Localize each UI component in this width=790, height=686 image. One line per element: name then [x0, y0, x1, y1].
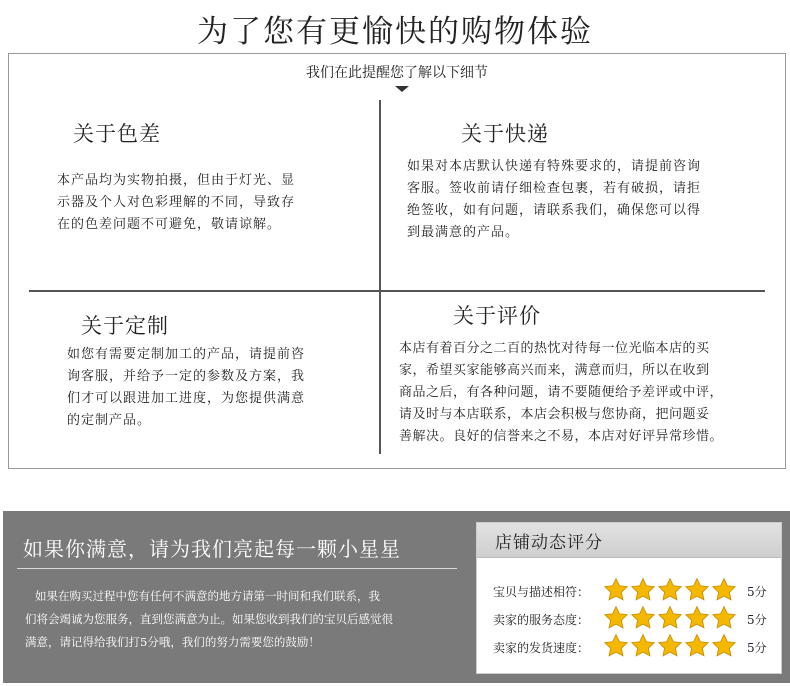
rating-label: 卖家的发货速度：: [493, 641, 590, 655]
text-line: 如果在购买过程中您有任何不满意的地方请第一时间和我们联系，我: [35, 589, 380, 603]
shop-rating-panel: [476, 522, 782, 674]
text-line: 商品之后，有各种问题，请不要随便给予差评或中评，: [399, 385, 724, 400]
rating-score: 5分: [747, 613, 767, 627]
text-line: 善解决。良好的信誉来之不易，本店对好评异常珍惜。: [399, 429, 724, 444]
notice-subtitle: 我们在此提醒您了解以下细节: [306, 65, 488, 81]
slogan-divider: [17, 568, 457, 569]
star-icon: [603, 605, 629, 631]
star-icon: [711, 605, 737, 631]
star-icon: [684, 577, 710, 603]
star-rating: [603, 577, 738, 603]
text-line: 们将会竭诚为您服务，直到您满意为止。如果您收到我们的宝贝后感觉很: [25, 612, 393, 626]
text-line: 客服。签收前请仔细检查包裹，若有破损，请拒: [407, 181, 702, 196]
text-line: 本店有着百分之二百的热忱对待每一位光临本店的买: [399, 341, 710, 356]
star-icon: [684, 633, 710, 659]
slogan-text: [25, 585, 457, 654]
section-title-reviews: 关于评价: [453, 304, 541, 328]
text-line: 们才可以跟进加工进度，为您提供满意: [67, 391, 306, 406]
text-line: 询客服，并给予一定的参数及方案，我: [67, 369, 306, 384]
text-line: 本产品均为实物拍摄，但由于灯光、显: [57, 173, 296, 188]
rating-row: [477, 605, 781, 631]
text-line: 请及时与本店联系，本店会积极与您协商，把问题妥: [399, 407, 710, 422]
star-icon: [711, 577, 737, 603]
vertical-divider: [379, 100, 381, 454]
text-line: 的定制产品。: [67, 413, 152, 428]
section-text-customization: [67, 344, 367, 432]
rating-score: 5分: [747, 585, 767, 599]
notice-box: [8, 53, 786, 469]
rating-label: 宝贝与描述相符：: [493, 585, 590, 599]
rating-banner: [3, 511, 790, 683]
star-icon: [657, 577, 683, 603]
rating-score: 5分: [747, 641, 767, 655]
section-title-customization: 关于定制: [81, 314, 169, 338]
star-icon: [711, 633, 737, 659]
star-icon: [630, 605, 656, 631]
section-text-color-difference: [57, 170, 357, 236]
text-line: 在的色差问题不可避免，敬请谅解。: [57, 217, 282, 232]
section-text-express: [407, 156, 767, 244]
section-title-color-difference: 关于色差: [73, 122, 161, 146]
star-icon: [657, 605, 683, 631]
section-title-express: 关于快递: [461, 122, 549, 146]
star-icon: [630, 577, 656, 603]
rating-row: [477, 633, 781, 659]
section-text-reviews: [399, 338, 783, 448]
text-line: 家，希望买家能够高兴而来，满意而归，所以在收到: [399, 363, 710, 378]
text-line: 示器及个人对色彩理解的不同，导致存: [57, 195, 296, 210]
star-icon: [630, 633, 656, 659]
star-icon: [657, 633, 683, 659]
text-line: 如您有需要定制加工的产品，请提前咨: [67, 347, 306, 362]
horizontal-divider: [29, 290, 765, 292]
down-arrow-icon: [395, 86, 409, 92]
rating-title: 店铺动态评分: [495, 533, 603, 553]
star-icon: [603, 577, 629, 603]
text-line: 绝签收，如有问题，请联系我们，确保您可以得: [407, 203, 702, 218]
page-headline: 为了您有更愉快的购物体验: [197, 14, 593, 50]
slogan: 如果你满意，请为我们亮起每一颗小星星: [23, 537, 401, 561]
star-rating: [603, 605, 738, 631]
text-line: 如果对本店默认快递有特殊要求的，请提前咨询: [407, 159, 702, 174]
text-line: 满意，请记得给我们打5分哦，我们的努力需要您的鼓励！: [25, 635, 320, 649]
text-line: 到最满意的产品。: [407, 225, 520, 240]
star-icon: [684, 605, 710, 631]
star-rating: [603, 633, 738, 659]
star-icon: [603, 633, 629, 659]
rating-header: [477, 523, 781, 558]
rating-row: [477, 577, 781, 603]
rating-label: 卖家的服务态度：: [493, 613, 590, 627]
